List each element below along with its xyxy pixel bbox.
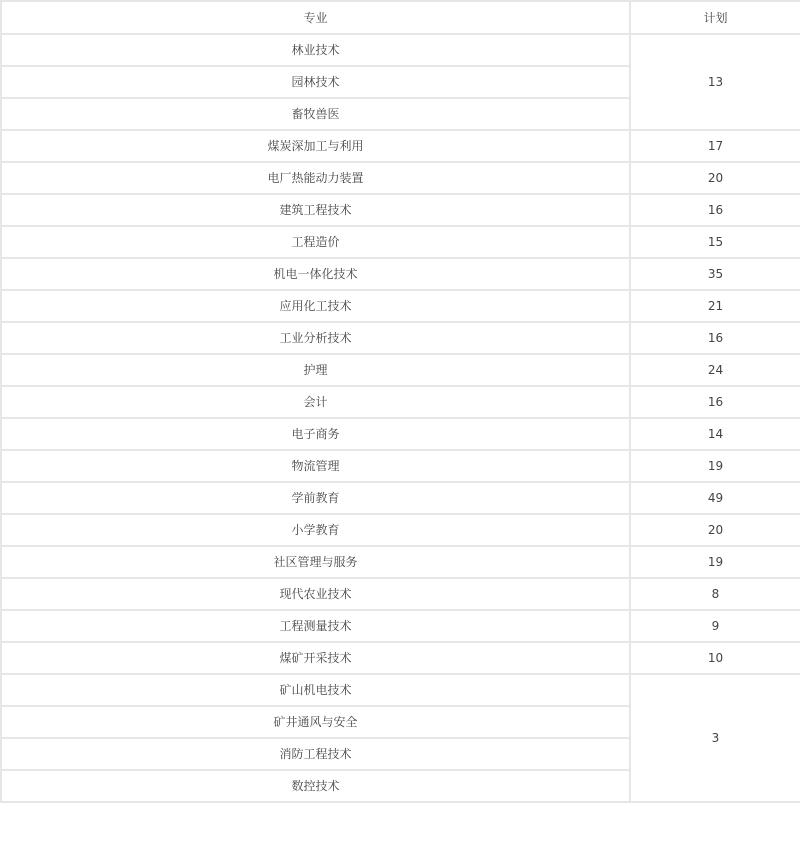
plan-cell: 13 xyxy=(630,34,800,130)
plan-cell: 21 xyxy=(630,290,800,322)
plan-cell: 35 xyxy=(630,258,800,290)
header-major: 专业 xyxy=(1,1,630,34)
major-cell: 消防工程技术 xyxy=(1,738,630,770)
plan-cell: 24 xyxy=(630,354,800,386)
major-cell: 小学教育 xyxy=(1,514,630,546)
major-cell: 会计 xyxy=(1,386,630,418)
major-cell: 畜牧兽医 xyxy=(1,98,630,130)
table-row xyxy=(1,226,800,258)
table-row xyxy=(1,34,800,66)
table-row xyxy=(1,322,800,354)
major-cell: 建筑工程技术 xyxy=(1,194,630,226)
major-cell: 电子商务 xyxy=(1,418,630,450)
plan-cell: 49 xyxy=(630,482,800,514)
table-row xyxy=(1,514,800,546)
major-cell: 应用化工技术 xyxy=(1,290,630,322)
major-cell: 电厂热能动力装置 xyxy=(1,162,630,194)
plan-cell: 15 xyxy=(630,226,800,258)
table-row xyxy=(1,674,800,706)
plan-cell: 16 xyxy=(630,322,800,354)
major-cell: 工业分析技术 xyxy=(1,322,630,354)
plan-cell: 10 xyxy=(630,642,800,674)
major-cell: 工程造价 xyxy=(1,226,630,258)
table-row xyxy=(1,354,800,386)
plan-cell: 20 xyxy=(630,162,800,194)
plan-cell: 20 xyxy=(630,514,800,546)
table-row xyxy=(1,386,800,418)
table-row xyxy=(1,258,800,290)
table-body xyxy=(1,34,800,802)
major-cell: 煤矿开采技术 xyxy=(1,642,630,674)
plan-cell: 16 xyxy=(630,386,800,418)
major-cell: 林业技术 xyxy=(1,34,630,66)
plan-cell: 19 xyxy=(630,450,800,482)
major-cell: 煤炭深加工与利用 xyxy=(1,130,630,162)
major-cell: 现代农业技术 xyxy=(1,578,630,610)
table-row xyxy=(1,610,800,642)
plan-cell: 14 xyxy=(630,418,800,450)
table-row xyxy=(1,194,800,226)
header-plan: 计划 xyxy=(630,1,800,34)
table-row xyxy=(1,642,800,674)
major-cell: 园林技术 xyxy=(1,66,630,98)
plan-cell: 19 xyxy=(630,546,800,578)
table-row xyxy=(1,130,800,162)
major-cell: 护理 xyxy=(1,354,630,386)
major-cell: 矿山机电技术 xyxy=(1,674,630,706)
major-cell: 工程测量技术 xyxy=(1,610,630,642)
major-cell: 数控技术 xyxy=(1,770,630,802)
table-row xyxy=(1,162,800,194)
plan-cell: 8 xyxy=(630,578,800,610)
plan-cell: 9 xyxy=(630,610,800,642)
table-header-row xyxy=(1,1,800,34)
plan-cell: 3 xyxy=(630,674,800,802)
major-cell: 机电一体化技术 xyxy=(1,258,630,290)
table-row xyxy=(1,290,800,322)
plan-cell: 17 xyxy=(630,130,800,162)
table-row xyxy=(1,418,800,450)
plan-cell: 16 xyxy=(630,194,800,226)
major-cell: 社区管理与服务 xyxy=(1,546,630,578)
major-cell: 学前教育 xyxy=(1,482,630,514)
table-row xyxy=(1,450,800,482)
major-cell: 物流管理 xyxy=(1,450,630,482)
table-row xyxy=(1,546,800,578)
major-cell: 矿井通风与安全 xyxy=(1,706,630,738)
table-row xyxy=(1,578,800,610)
table-row xyxy=(1,482,800,514)
